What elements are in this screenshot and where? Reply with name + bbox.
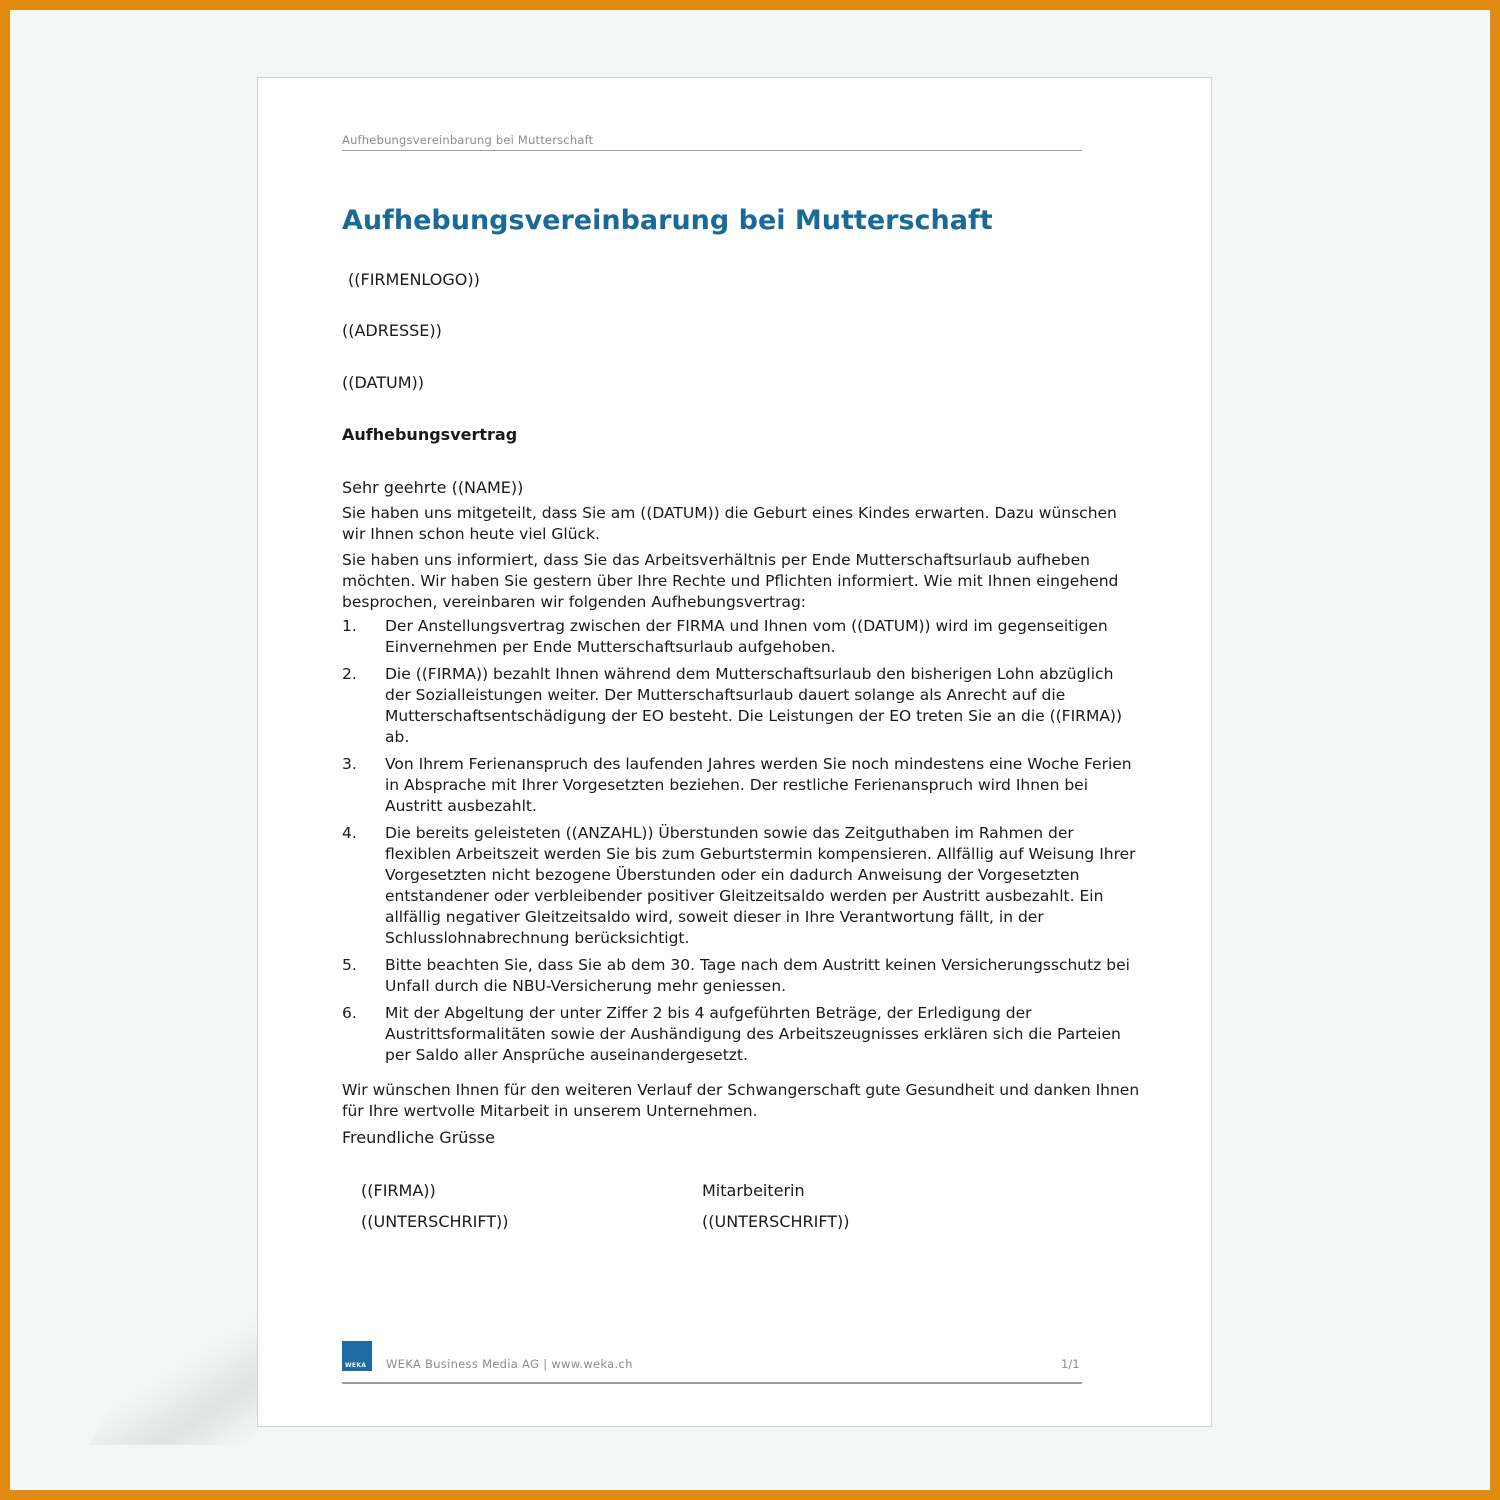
salutation: Sehr geehrte ((NAME)) xyxy=(342,478,524,497)
list-item xyxy=(342,754,1142,817)
list-item-text: Der Anstellungsvertrag zwischen der FIRMA und Ihnen vom ((DATUM)) wird im gegenseitigen Einvernehmen per Ende Mutterschaftsurlaub aufgehoben. xyxy=(385,617,1108,656)
document-title: Aufhebungsvereinbarung bei Mutterschaft xyxy=(342,205,993,236)
weka-logo xyxy=(342,1341,372,1371)
list-item-number: 1. xyxy=(342,617,357,635)
signature-company-name: ((FIRMA)) xyxy=(361,1181,436,1200)
running-header: Aufhebungsvereinbarung bei Mutterschaft xyxy=(342,133,594,147)
logo-placeholder: ((FIRMENLOGO)) xyxy=(348,270,480,289)
closing-paragraph: Wir wünschen Ihnen für den weiteren Verlauf der Schwangerschaft gute Gesundheit und danken Ihnen für Ihre wertvolle Mitarbeit in unserem Unternehmen. xyxy=(342,1081,1140,1120)
list-item-text: Bitte beachten Sie, dass Sie ab dem 30. Tage nach dem Austritt keinen Versicherungsschutz bei Unfall durch die NBU-Versicherung mehr geniessen. xyxy=(385,956,1130,995)
list-item-number: 6. xyxy=(342,1004,357,1022)
list-item-text: Die ((FIRMA)) bezahlt Ihnen während dem Mutterschaftsurlaub den bisherigen Lohn abzüglich der Sozialleistungen weiter. Der Mutterschaftsurlaub dauert solange als Anrecht auf die Mutterschaftsentschädigung der EO besteht. Die Leistungen der EO treten Sie an die ((FIRMA)) ab. xyxy=(385,665,1123,746)
page-number: 1/1 xyxy=(1061,1357,1080,1371)
date-placeholder: ((DATUM)) xyxy=(342,373,424,392)
list-item xyxy=(342,823,1142,949)
agreement-list xyxy=(342,616,1142,1072)
signature-company-line: ((UNTERSCHRIFT)) xyxy=(361,1212,509,1231)
subject-heading: Aufhebungsvertrag xyxy=(342,425,518,444)
list-item-number: 3. xyxy=(342,755,357,773)
signature-employee-name: Mitarbeiterin xyxy=(702,1181,805,1200)
paragraph-intro: Sie haben uns mitgeteilt, dass Sie am ((DATUM)) die Geburt eines Kindes erwarten. Dazu wünschen wir Ihnen schon heute viel Glück. xyxy=(342,504,1117,543)
document-page xyxy=(257,77,1212,1427)
logo-text: WEKA xyxy=(345,1362,367,1369)
list-item xyxy=(342,664,1142,748)
list-item-number: 4. xyxy=(342,824,357,842)
list-item-text: Von Ihrem Ferienanspruch des laufenden Jahres werden Sie noch mindestens eine Woche Ferien in Absprache mit Ihrer Vorgesetzten beziehen. Der restliche Ferienanspruch wird Ihnen bei Austritt ausbezahlt. xyxy=(385,755,1132,815)
list-item-text: Die bereits geleisteten ((ANZAHL)) Überstunden sowie das Zeitguthaben im Rahmen der flexiblen Arbeitszeit werden Sie bis zum Geburtstermin kompensieren. Allfällig auf Weisung Ihrer Vorgesetzten nicht bezogene Überstunden oder ein dadurch Anweisung der Vorgesetzten entstandener oder verbleibender positiver Gleitzeitsaldo werden per Austritt ausbezahlt. Ein allfällig negativer Gleitzeitsaldo wird, soweit dieser in Ihre Verantwortung fällt, in der Schlusslohnabrechnung berücksichtigt. xyxy=(385,824,1136,947)
closing-greeting: Freundliche Grüsse xyxy=(342,1128,495,1147)
list-item-text: Mit der Abgeltung der unter Ziffer 2 bis 4 aufgeführten Beträge, der Erledigung der Austrittsformalitäten sowie der Aushändigung des Arbeitszeugnisses erklären sich die Parteien per Saldo aller Ansprüche auseinandergesetzt. xyxy=(385,1004,1121,1064)
list-item xyxy=(342,955,1142,997)
paragraph-agreement: Sie haben uns informiert, dass Sie das Arbeitsverhältnis per Ende Mutterschaftsurlaub aufheben möchten. Wir haben Sie gestern über Ihre Rechte und Pflichten informiert. Wie mit Ihnen eingehend besprochen, vereinbaren wir folgenden Aufhebungsvertrag: xyxy=(342,551,1119,611)
list-item-number: 5. xyxy=(342,956,357,974)
footer-publisher: WEKA Business Media AG | www.weka.ch xyxy=(386,1357,633,1371)
address-placeholder: ((ADRESSE)) xyxy=(342,321,442,340)
signature-employee-line: ((UNTERSCHRIFT)) xyxy=(702,1212,850,1231)
header-rule xyxy=(342,150,1082,151)
list-item xyxy=(342,616,1142,658)
list-item xyxy=(342,1003,1142,1066)
list-item-number: 2. xyxy=(342,665,357,683)
footer-rule xyxy=(342,1382,1082,1384)
